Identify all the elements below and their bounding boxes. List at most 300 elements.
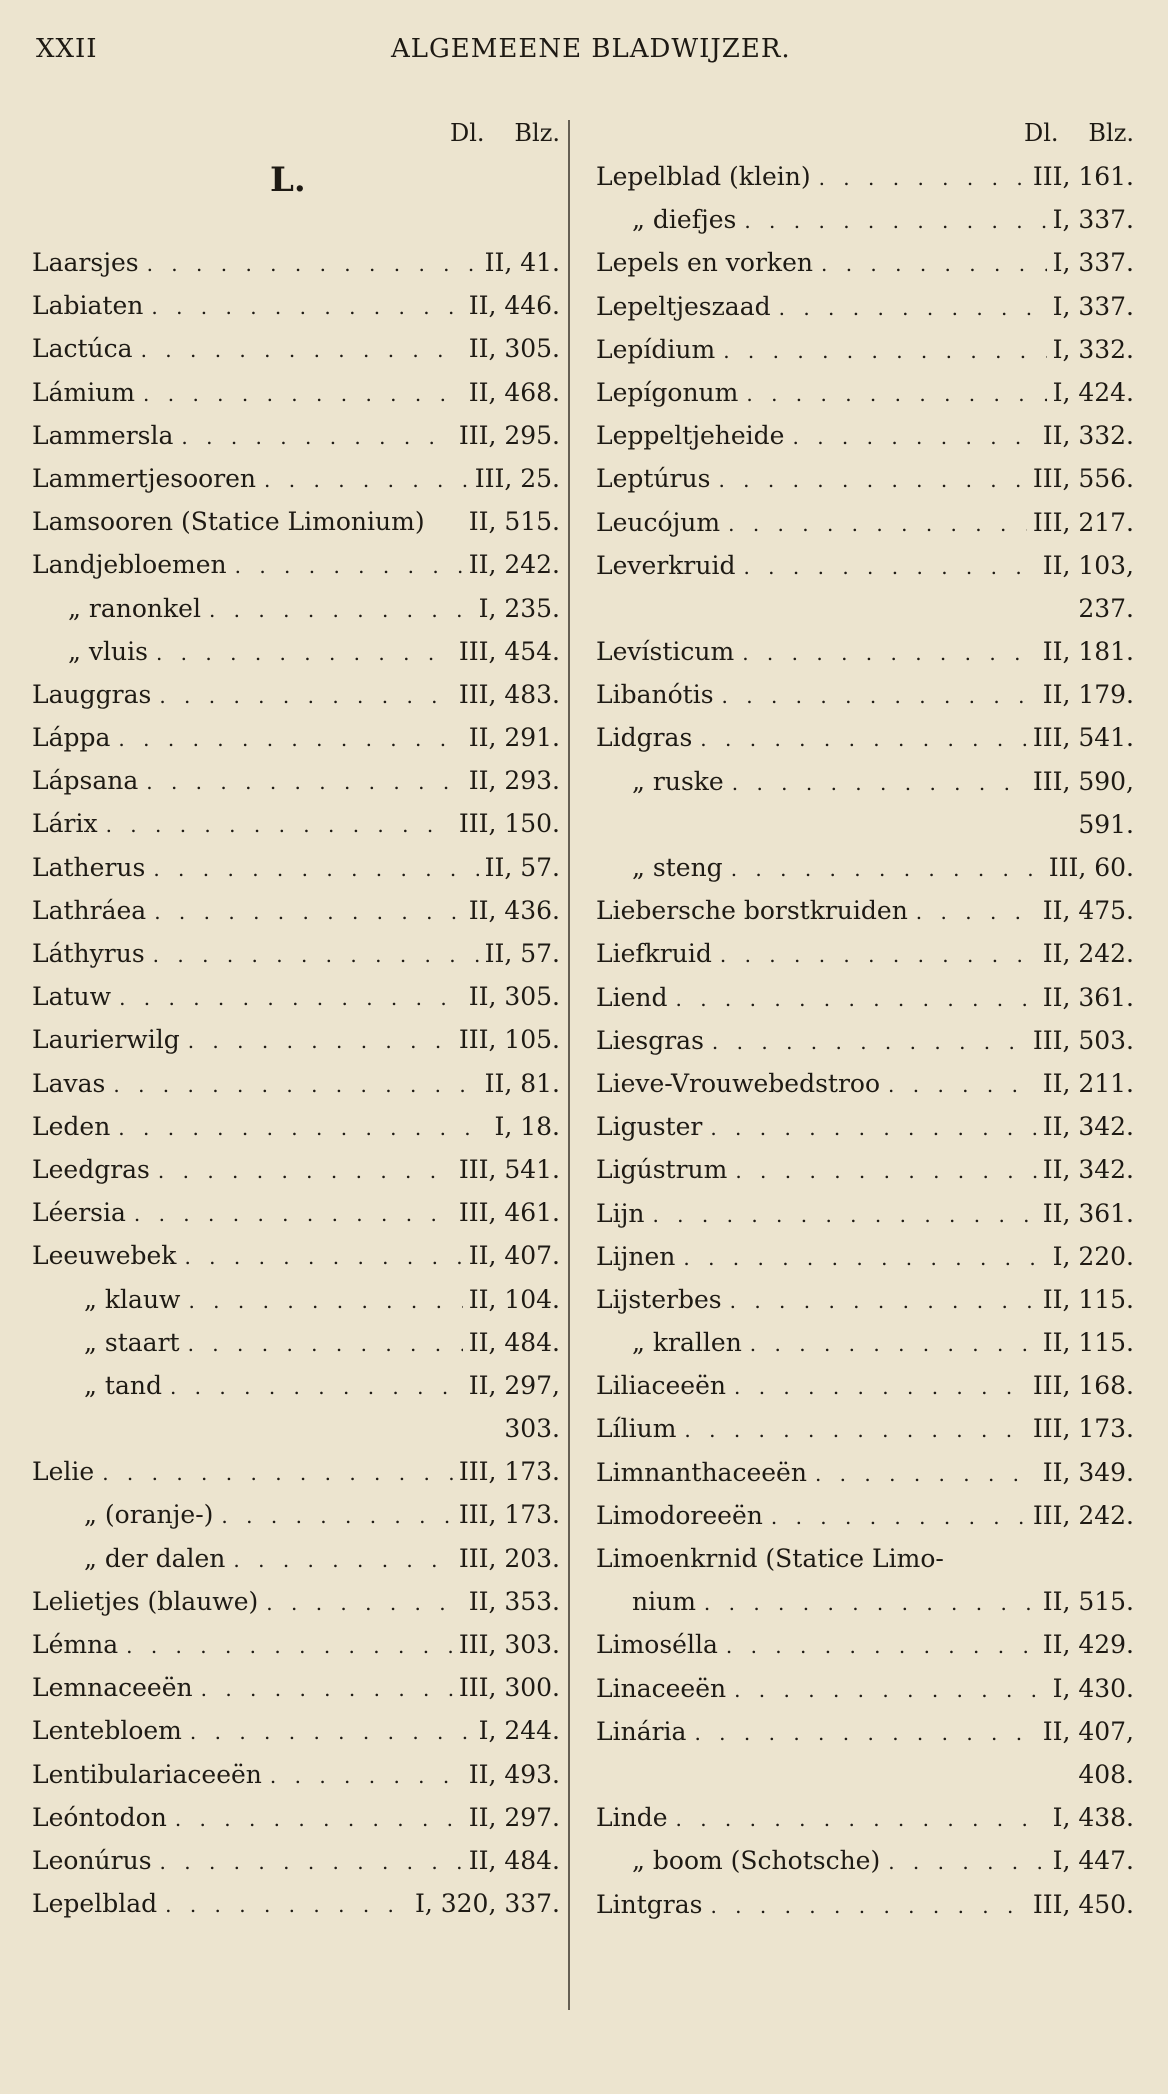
entry-term: Linde: [596, 1803, 668, 1833]
entry-reference: III, 454.: [458, 636, 560, 666]
dot-leader: [209, 589, 473, 630]
index-entry: [596, 846, 1134, 889]
entry-term: Lepígonum: [596, 377, 739, 407]
index-entry: [596, 544, 1134, 587]
entry-reference: II, 57.: [484, 939, 560, 968]
dot-leader: [147, 243, 479, 284]
index-entry: [596, 1494, 1134, 1537]
entry-reference: III, 173.: [1032, 1414, 1134, 1444]
page-number: XXII: [36, 34, 98, 64]
index-entry: [596, 673, 1134, 716]
dot-leader: [916, 891, 1037, 932]
entry-term: „ diefjes: [632, 205, 737, 235]
entry-term: Leverkruid: [596, 550, 736, 580]
entry-term: Lammersla: [32, 420, 174, 450]
index-entry: [596, 760, 1134, 803]
entry-term: Limosélla: [596, 1630, 718, 1660]
index-entry: [32, 284, 560, 327]
dot-leader: [221, 1495, 452, 1536]
entry-term: Liebersche borstkruiden: [596, 896, 908, 926]
entry-reference: III, 168.: [1032, 1371, 1134, 1401]
dot-leader: [735, 1150, 1036, 1191]
index-entry: [32, 327, 560, 370]
index-entry: [596, 1105, 1134, 1148]
index-entry: [596, 716, 1134, 759]
dot-leader: [141, 329, 463, 370]
entry-reference: III, 541.: [458, 1154, 560, 1184]
entry-reference: I, 235.: [478, 593, 560, 623]
dot-leader: [730, 1280, 1037, 1321]
index-entry: [596, 976, 1134, 1019]
dot-leader: [779, 287, 1047, 328]
dot-leader: [158, 1150, 453, 1191]
index-entry: [32, 889, 560, 932]
index-entry: [32, 1191, 560, 1234]
right-entry-list: [596, 155, 1134, 1926]
entry-reference: II, 242.: [1042, 939, 1134, 969]
entry-reference: II, 242.: [468, 550, 560, 580]
dot-leader: [732, 762, 1027, 803]
entry-reference: II, 475.: [1042, 896, 1134, 926]
left-entry-list: [32, 241, 560, 1925]
column-divider: [568, 120, 570, 2010]
entry-term: Lijnen: [596, 1241, 676, 1271]
dot-leader: [264, 459, 469, 500]
entry-term: Leden: [32, 1111, 111, 1141]
index-entry: [596, 1796, 1134, 1839]
dot-leader: [742, 632, 1036, 673]
dot-leader: [676, 978, 1037, 1019]
dot-leader: [156, 632, 453, 673]
entry-reference: III, 217.: [1032, 507, 1134, 537]
entry-reference: II, 179.: [1042, 680, 1134, 710]
dot-leader: [119, 977, 463, 1018]
index-entry: [596, 1278, 1134, 1321]
index-entry: [596, 1710, 1134, 1753]
entry-term: Liliaceeën: [596, 1371, 726, 1401]
entry-reference: II, 104.: [468, 1284, 560, 1314]
entry-term: Lepídium: [596, 334, 716, 364]
index-entry: [32, 1148, 560, 1191]
dot-leader: [175, 1798, 463, 1839]
dot-leader: [151, 286, 462, 327]
dot-leader: [728, 503, 1027, 544]
index-entry: [32, 759, 560, 802]
entry-term: Lámium: [32, 377, 136, 407]
entry-term: Lintgras: [596, 1889, 703, 1919]
index-entry: [32, 802, 560, 845]
dot-leader: [126, 1625, 453, 1666]
index-entry: [32, 1580, 560, 1623]
entry-reference: II, 297.: [468, 1802, 560, 1832]
index-entry: [32, 1882, 560, 1925]
index-entry: [32, 1364, 560, 1407]
entry-reference: II, 291.: [468, 723, 560, 753]
right-column-header: [596, 112, 1134, 155]
entry-term: Lelie: [32, 1457, 95, 1487]
dot-leader: [188, 1323, 463, 1364]
entry-reference: III, 203.: [458, 1543, 560, 1573]
entry-term: „ boom (Schotsche): [632, 1846, 881, 1876]
dot-leader: [118, 718, 462, 759]
entry-reference: II, 115.: [1042, 1328, 1134, 1358]
entry-reference: I, 220.: [1052, 1241, 1134, 1271]
entry-term: Lijsterbes: [596, 1284, 722, 1314]
entry-reference: III, 483.: [458, 679, 560, 709]
entry-term: Limoenkrnid (Statice Limo-: [596, 1544, 944, 1573]
index-entry: [596, 1883, 1134, 1926]
index-entry: [32, 630, 560, 673]
dot-leader: [771, 1496, 1027, 1537]
entry-term: Lentibulariaceeën: [32, 1759, 262, 1789]
entry-reference: II, 342.: [1042, 1112, 1134, 1142]
index-entry: [32, 932, 560, 975]
section-letter: L.: [270, 160, 306, 200]
entry-reference: III, 60.: [1048, 853, 1134, 882]
entry-reference: II, 293.: [468, 766, 560, 796]
entry-term: Latherus: [32, 852, 146, 882]
index-entry: [32, 1796, 560, 1839]
dot-leader: [815, 1453, 1037, 1494]
right-column: [596, 112, 1134, 1926]
entry-term: Leptúrus: [596, 464, 711, 494]
entry-term: Laurierwilg: [32, 1025, 180, 1055]
entry-reference: I, 332.: [1052, 334, 1134, 364]
dot-leader: [734, 1669, 1046, 1710]
dot-leader: [700, 718, 1027, 759]
entry-term: Lílium: [596, 1414, 677, 1444]
dot-leader: [710, 1107, 1036, 1148]
entry-term: „ ruske: [632, 766, 724, 796]
entry-reference: II, 515.: [1042, 1587, 1134, 1617]
entry-reference: III, 150.: [458, 809, 560, 839]
index-entry: [32, 1062, 560, 1105]
entry-term: Leucójum: [596, 507, 721, 537]
index-entry: [596, 1623, 1134, 1666]
index-entry: [596, 932, 1134, 975]
entry-term: „ steng: [632, 853, 723, 882]
dot-leader: [723, 330, 1046, 371]
entry-reference: III, 25.: [474, 463, 560, 493]
dot-leader: [170, 1366, 463, 1407]
entry-term: Lijn: [596, 1198, 645, 1228]
entry-term: „ staart: [84, 1327, 180, 1357]
dot-leader: [106, 804, 453, 845]
dot-leader: [165, 1884, 409, 1925]
entry-reference: I, 18.: [494, 1111, 560, 1141]
index-entry: [596, 198, 1134, 241]
entry-reference: II, 407,: [1042, 1716, 1134, 1746]
index-entry: [32, 1278, 560, 1321]
dot-leader: [153, 934, 479, 975]
index-entry: [32, 1234, 560, 1277]
index-entry: [32, 543, 560, 586]
entry-term: „ der dalen: [84, 1543, 226, 1573]
entry-reference: II, 484.: [468, 1845, 560, 1875]
index-entry: [32, 1839, 560, 1882]
entry-term: Lidgras: [596, 723, 693, 753]
entry-reference: III, 303.: [458, 1630, 560, 1659]
entry-term: Lauggras: [32, 679, 152, 709]
index-entry: [32, 1493, 560, 1536]
entry-term: Leonúrus: [32, 1845, 152, 1875]
entry-term: Ligústrum: [596, 1155, 728, 1185]
page-ref-continuation: 591.: [1078, 809, 1134, 839]
index-entry: [596, 630, 1134, 673]
entry-term: „ krallen: [632, 1328, 742, 1358]
dot-leader: [746, 373, 1046, 414]
entry-term: Lathráea: [32, 895, 147, 925]
entry-reference: II, 484.: [468, 1327, 560, 1357]
dot-leader: [684, 1409, 1026, 1450]
dot-leader: [159, 675, 453, 716]
page-ref-continuation: 237.: [1078, 593, 1134, 623]
index-entry: [32, 673, 560, 716]
dot-leader: [744, 200, 1046, 241]
entry-reference: I, 447.: [1052, 1846, 1134, 1876]
index-entry: [596, 889, 1134, 932]
index-entry: [596, 1451, 1134, 1494]
entry-reference: I, 430.: [1052, 1673, 1134, 1703]
index-entry: [596, 1839, 1134, 1882]
dot-leader: [143, 373, 463, 414]
index-entry: [32, 587, 560, 630]
dot-leader: [184, 1236, 462, 1277]
entry-reference: II, 361.: [1042, 982, 1134, 1012]
dot-leader: [819, 157, 1027, 198]
dot-leader: [718, 459, 1026, 500]
dot-leader: [190, 1711, 473, 1752]
entry-term: Leedgras: [32, 1154, 150, 1184]
index-entry: [32, 716, 560, 759]
index-entry: [32, 1623, 560, 1666]
entry-reference: I, 337.: [1052, 248, 1134, 278]
entry-term: Liesgras: [596, 1025, 704, 1055]
index-entry: [596, 1235, 1134, 1278]
page-ref-continuation: 408.: [1078, 1759, 1134, 1789]
entry-reference: II, 515.: [468, 507, 560, 537]
entry-term: Léersia: [32, 1198, 126, 1228]
entry-term: Lepelblad: [32, 1889, 158, 1919]
entry-term: Lammertjesooren: [32, 463, 257, 493]
entry-term: Leeuwebek: [32, 1241, 177, 1271]
index-entry: [596, 1062, 1134, 1105]
dot-leader: [792, 416, 1036, 457]
dot-leader: [720, 934, 1037, 975]
entry-term: Lárix: [32, 809, 98, 839]
entry-term: Latuw: [32, 982, 112, 1012]
dot-leader: [181, 416, 452, 457]
left-column: [32, 112, 560, 1925]
index-entry: [596, 1019, 1134, 1062]
index-entry: [32, 1450, 560, 1493]
dot-leader: [712, 1021, 1027, 1062]
index-entry: [596, 457, 1134, 500]
entry-reference: II, 349.: [1042, 1457, 1134, 1487]
dot-leader: [134, 1193, 453, 1234]
entry-term: nium: [632, 1587, 696, 1617]
entry-reference: II, 211.: [1042, 1068, 1134, 1098]
entry-term: Limodoreeën: [596, 1500, 763, 1530]
entry-reference: II, 81.: [484, 1068, 560, 1098]
dot-leader: [722, 675, 1037, 716]
entry-term: „ klauw: [84, 1284, 181, 1314]
entry-reference: III, 173.: [458, 1457, 560, 1487]
entry-reference: III, 242.: [1032, 1500, 1134, 1530]
entry-term: Leppeltjeheide: [596, 421, 785, 451]
dot-leader: [188, 1280, 462, 1321]
index-entry: [32, 1018, 560, 1061]
entry-term: Lepelblad (klein): [596, 162, 811, 191]
index-entry: [596, 1580, 1134, 1623]
entry-reference: III, 173.: [458, 1500, 560, 1530]
entry-reference: II, 407.: [468, 1241, 560, 1271]
index-entry: [596, 1364, 1134, 1407]
entry-term: Liend: [596, 982, 668, 1012]
entry-term: „ tand: [84, 1370, 162, 1400]
index-entry: [32, 414, 560, 457]
left-column-header: [32, 112, 560, 155]
dot-leader: [704, 1582, 1037, 1623]
entry-term: Lepeltjeszaad: [596, 291, 771, 321]
entry-term: Lepels en vorken: [596, 248, 813, 278]
index-entry: [32, 1321, 560, 1364]
entry-term: Láppa: [32, 723, 111, 753]
entry-term: Lápsana: [32, 766, 139, 796]
dot-leader: [113, 1064, 478, 1105]
entry-reference: III, 556.: [1032, 464, 1134, 494]
index-entry: [32, 1666, 560, 1709]
index-entry: [596, 285, 1134, 328]
entry-term: „ vluis: [68, 636, 148, 666]
entry-reference: II, 468.: [468, 377, 560, 407]
index-entry: [596, 371, 1134, 414]
entry-term: Limnanthaceeën: [596, 1457, 807, 1487]
entry-reference: III, 503.: [1032, 1025, 1134, 1055]
index-entry: [32, 457, 560, 500]
entry-reference: II, 103,: [1042, 550, 1134, 580]
entry-reference: II, 181.: [1042, 637, 1134, 667]
dot-leader: [102, 1452, 453, 1493]
dot-leader: [153, 848, 478, 889]
entry-reference: III, 161.: [1032, 162, 1134, 191]
entry-reference: II, 297,: [468, 1370, 560, 1400]
index-entry: [32, 500, 560, 543]
index-entry: [32, 846, 560, 889]
entry-term: Labiaten: [32, 291, 144, 321]
dot-leader: [201, 1668, 453, 1709]
running-title: ALGEMEENE BLADWIJZER.: [391, 34, 791, 64]
entry-reference: III, 590,: [1032, 766, 1134, 796]
entry-term: Levísticum: [596, 637, 735, 667]
index-entry: [596, 1192, 1134, 1235]
volume-header: Dl.: [1024, 119, 1059, 147]
entry-reference: II, 115.: [1042, 1284, 1134, 1314]
dot-leader: [233, 1539, 452, 1580]
entry-reference: II, 342.: [1042, 1155, 1134, 1185]
dot-leader: [118, 1107, 488, 1148]
entry-term: Láthyrus: [32, 939, 145, 968]
entry-reference: II, 41.: [484, 248, 560, 277]
dot-leader: [188, 1020, 453, 1061]
index-entry: [32, 241, 560, 284]
entry-term: Linaceeën: [596, 1673, 727, 1703]
page-header: Blz.: [1088, 119, 1134, 147]
index-entry: [596, 328, 1134, 371]
entry-term: Lemnaceeën: [32, 1673, 193, 1703]
index-entry: [32, 1105, 560, 1148]
index-entry: [596, 501, 1134, 544]
index-entry: [596, 1537, 1134, 1580]
entry-term: „ (oranje-): [84, 1500, 214, 1530]
dot-leader: [160, 1841, 463, 1882]
entry-term: Lémna: [32, 1630, 119, 1659]
entry-reference: III, 461.: [458, 1198, 560, 1228]
dot-leader: [676, 1798, 1047, 1839]
entry-term: Lamsooren (Statice Limonium): [32, 507, 425, 537]
running-head: [36, 34, 1132, 74]
entry-term: Lentebloem: [32, 1716, 182, 1746]
index-entry: [596, 1148, 1134, 1191]
entry-term: „ ranonkel: [68, 593, 201, 623]
dot-leader: [726, 1625, 1037, 1666]
entry-reference: III, 295.: [458, 420, 560, 450]
dot-leader: [266, 1582, 462, 1623]
dot-leader: [652, 1194, 1036, 1235]
entry-reference: II, 353.: [468, 1586, 560, 1616]
dot-leader: [821, 243, 1047, 284]
entry-reference: II, 493.: [468, 1759, 560, 1789]
index-entry: [596, 1407, 1134, 1450]
entry-term: Linária: [596, 1716, 687, 1746]
entry-reference: II, 305.: [468, 334, 560, 364]
index-entry: [596, 241, 1134, 284]
entry-term: Leóntodon: [32, 1802, 167, 1832]
index-entry: [32, 1537, 560, 1580]
dot-leader: [694, 1712, 1036, 1753]
entry-reference: I, 320, 337.: [414, 1889, 560, 1919]
entry-term: Lavas: [32, 1068, 106, 1098]
page-ref-continuation: 303.: [504, 1414, 560, 1444]
entry-reference: II, 446.: [468, 291, 560, 321]
dot-leader: [235, 545, 463, 586]
entry-reference: III, 541.: [1032, 723, 1134, 753]
volume-header: Dl.: [450, 119, 485, 147]
dot-leader: [710, 1885, 1026, 1926]
page-header: Blz.: [514, 119, 560, 147]
entry-term: Laarsjes: [32, 248, 139, 277]
index-entry: [32, 1709, 560, 1752]
entry-term: Liefkruid: [596, 939, 712, 969]
dot-leader: [888, 1064, 1037, 1105]
entry-reference: II, 57.: [484, 852, 560, 882]
dot-leader: [154, 891, 462, 932]
entry-reference: I, 337.: [1052, 291, 1134, 321]
index-entry: [596, 155, 1134, 198]
index-entry: [596, 414, 1134, 457]
entry-reference: I, 244.: [478, 1716, 560, 1746]
entry-reference: II, 429.: [1042, 1630, 1134, 1660]
index-entry: [596, 1667, 1134, 1710]
dot-leader: [270, 1755, 463, 1796]
entry-reference: I, 337.: [1052, 205, 1134, 235]
entry-term: Lieve-Vrouwebedstroo: [596, 1068, 881, 1098]
dot-leader: [146, 761, 462, 802]
entry-reference: II, 436.: [468, 895, 560, 925]
index-entry: [32, 371, 560, 414]
dot-leader: [731, 848, 1043, 889]
dot-leader: [743, 546, 1036, 587]
